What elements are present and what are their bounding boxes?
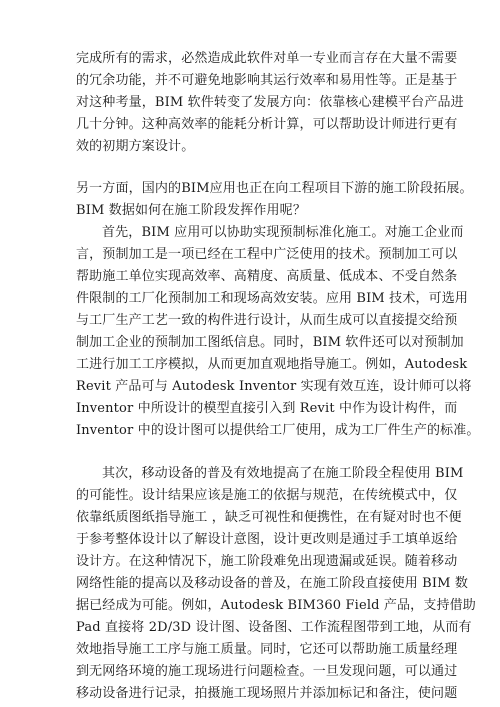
text-line: 几十分钟。这种高效率的能耗分析计算，可以帮助设计师进行更有 bbox=[76, 117, 458, 132]
text-line: 的可能性。设计结果应该是施工的依据与规范，在传统模式中，仅 bbox=[76, 488, 458, 503]
text-line: 的冗余功能，并不可避免地影响其运行效率和易用性等。正是基于 bbox=[76, 73, 458, 88]
text-line: 网络性能的提高以及移动设备的普及，在施工阶段直接使用 BIM 数 bbox=[76, 576, 469, 591]
text-line: 另一方面，国内的BIM应用也正在向工程项目下游的施工阶段拓展。 bbox=[76, 181, 473, 196]
paragraph-first-line: 首先，BIM 应用可以协助实现预制标准化施工。对施工企业而 bbox=[102, 225, 464, 240]
text-line: Revit 产品可与 Autodesk Inventor 实现有效互连，设计师可以将 bbox=[76, 379, 472, 394]
text-line: 与工厂生产工艺一致的构件进行设计，从而生成可以直接提交给预 bbox=[76, 313, 458, 328]
text-line: 完成所有的需求，必然造成此软件对单一专业而言存在大量不需要 bbox=[76, 51, 458, 66]
text-line: 到无网络环境的施工现场进行问题检查。一旦发现问题，可以通过 bbox=[76, 664, 458, 679]
text-line: 于参考整体设计以了解设计意图，设计更改则是通过手工填单返给 bbox=[76, 532, 458, 547]
text-line: 制加工企业的预制加工图纸信息。同时，BIM 软件还可以对预制加 bbox=[76, 335, 464, 350]
text-line: 依靠纸质图纸指导施工 ，缺乏可视性和便携性，在有疑对时也不便 bbox=[76, 510, 462, 525]
text-line: 工进行加工工序模拟，从而更加直观地指导施工。例如，Autodesk bbox=[76, 357, 468, 372]
text-line: 移动设备进行记录，拍摄施工现场照片并添加标记和备注，使问题 bbox=[76, 686, 458, 701]
text-line: 帮助施工单位实现高效率、高精度、高质量、低成本、不受自然条 bbox=[76, 269, 458, 284]
text-line: Inventor 中所设计的模型直接引入到 Revit 中作为设计构件，而 bbox=[76, 401, 458, 416]
text-line: BIM 数据如何在施工阶段发挥作用呢？ bbox=[76, 203, 306, 218]
text-line: 对这种考量，BIM 软件转变了发展方向：依靠核心建模平台产品进 bbox=[76, 95, 464, 110]
text-line: 效的初期方案设计。 bbox=[76, 139, 195, 154]
text-line: 据已经成为可能。例如，Autodesk BIM360 Field 产品，支持借助 bbox=[76, 598, 476, 613]
text-line: 言，预制加工是一项已经在工程中广泛使用的技术。预制加工可以 bbox=[76, 247, 458, 262]
text-line: 效地指导施工工序与施工质量。同时，它还可以帮助施工质量经理 bbox=[76, 642, 458, 657]
paragraph-first-line: 其次，移动设备的普及有效地提高了在施工阶段全程使用 BIM bbox=[102, 466, 464, 481]
text-line: 设计方。在这种情况下，施工阶段难免出现遗漏或延误。随着移动 bbox=[76, 554, 458, 569]
text-line: Pad 直接将 2D/3D 设计图、设备图、工作流程图带到工地，从而有 bbox=[76, 620, 472, 635]
text-line: 件限制的工厂化预制加工和现场高效安装。应用 BIM 技术，可选用 bbox=[76, 291, 469, 306]
text-line: Inventor 中的设计图可以提供给工厂使用，成为工厂件生产的标准。 bbox=[76, 423, 480, 438]
